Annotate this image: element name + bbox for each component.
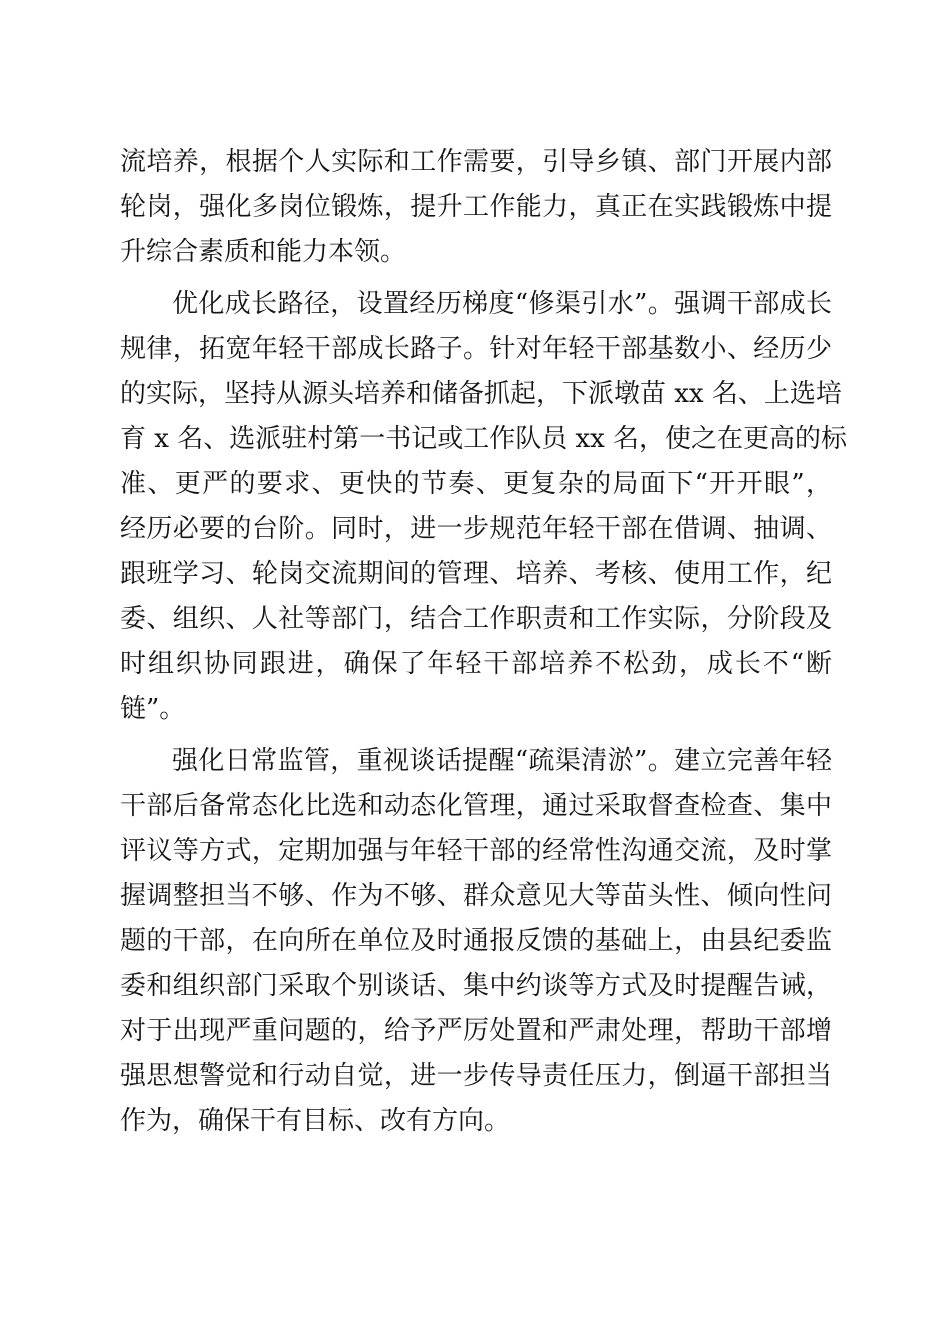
text-line: 题的干部，在向所在单位及时通报反馈的基础上，由县纪委监 <box>120 926 832 956</box>
text-line: 干部后备常态化比选和动态化管理，通过采取督查检查、集中 <box>120 791 832 821</box>
paragraph <box>120 739 832 1144</box>
text-line: 跟班学习、轮岗交流期间的管理、培养、考核、使用工作，纪 <box>120 559 832 589</box>
text-line: 规律，拓宽年轻干部成长路子。针对年轻干部基数小、经历少 <box>120 334 832 364</box>
text-line: 流培养，根据个人实际和工作需要，引导乡镇、部门开展内部 <box>120 147 832 177</box>
paragraph <box>120 282 848 732</box>
text-line: 评议等方式，定期加强与年轻干部的经常性沟通交流，及时掌 <box>120 836 832 866</box>
text-line: 对于出现严重问题的，给予严厉处置和严肃处理，帮助干部增 <box>120 1016 832 1046</box>
text-line: 链”。 <box>120 694 186 724</box>
paragraph-gap <box>120 275 832 282</box>
text-line: 的实际，坚持从源头培养和储备抓起，下派墩苗 xx 名、上选培 <box>120 379 842 409</box>
text-line: 作为，确保干有目标、改有方向。 <box>120 1106 511 1136</box>
text-line: 强化日常监管，重视谈话提醒“疏渠清淤”。建立完善年轻 <box>172 746 832 776</box>
text-line: 强思想警觉和行动自觉，进一步传导责任压力，倒逼干部担当 <box>120 1061 832 1091</box>
text-line: 优化成长路径，设置经历梯度“修渠引水”。强调干部成长 <box>172 289 832 319</box>
text-line: 委和组织部门采取个别谈话、集中约谈等方式及时提醒告诫， <box>120 971 832 1001</box>
paragraph <box>120 140 832 275</box>
text-line: 育 x 名、选派驻村第一书记或工作队员 xx 名，使之在更高的标 <box>120 424 848 454</box>
text-line: 委、组织、人社等部门，结合工作职责和工作实际，分阶段及 <box>120 604 832 634</box>
paragraph-gap <box>120 732 832 739</box>
text-line: 轮岗，强化多岗位锻炼，提升工作能力，真正在实践锻炼中提 <box>120 192 832 222</box>
text-line: 升综合素质和能力本领。 <box>120 237 407 267</box>
text-line: 准、更严的要求、更快的节奏、更复杂的局面下“开开眼”， <box>120 469 832 499</box>
document-body <box>120 140 848 1144</box>
text-line: 时组织协同跟进，确保了年轻干部培养不松劲，成长不“断 <box>120 649 832 679</box>
text-line: 经历必要的台阶。同时，进一步规范年轻干部在借调、抽调、 <box>120 514 832 544</box>
text-line: 握调整担当不够、作为不够、群众意见大等苗头性、倾向性问 <box>120 881 832 911</box>
